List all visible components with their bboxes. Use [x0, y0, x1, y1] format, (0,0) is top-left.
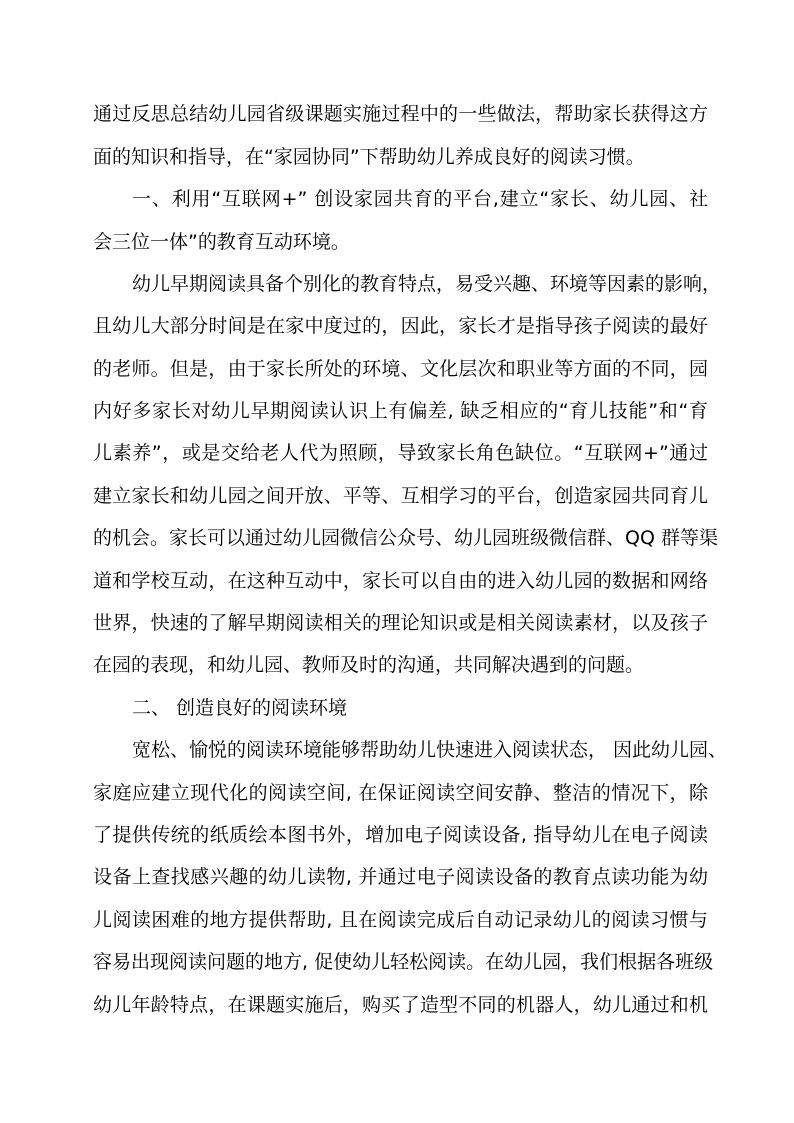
text-line-12: 道和学校互动，在这种互动中，家长可以自由的进入幼儿园的数据和网络	[93, 570, 708, 592]
text-line-20: 儿阅读困难的地方提供帮助, 且在阅读完成后自动记录幼儿的阅读习惯与	[93, 909, 708, 931]
text-line-9: 儿素养”，或是交给老人代为照顾，导致家长角色缺位。“互联网+”通过	[93, 442, 708, 464]
text-line-14: 在园的表现，和幼儿园、教师及时的沟通，共同解决遇到的问题。	[93, 654, 645, 676]
text-line-6: 且幼儿大部分时间是在家中度过的，因此，家长才是指导孩子阅读的最好	[93, 315, 708, 337]
text-line-16: 宽松、愉悦的阅读环境能够帮助幼儿快速进入阅读状态， 因此幼儿园、	[132, 739, 728, 761]
text-line-22: 幼儿年龄特点，在课题实施后，购买了造型不同的机器人，幼儿通过和机	[93, 994, 708, 1016]
text-line-21: 容易出现阅读问题的地方, 促使幼儿轻松阅读。在幼儿园，我们根据各班级	[93, 951, 714, 973]
text-line-5: 幼儿早期阅读具备个别化的教育特点，易受兴趣、环境等因素的影响，	[132, 273, 722, 295]
text-line-1: 通过反思总结幼儿园省级课题实施过程中的一些做法，帮助家长获得这方	[93, 103, 708, 125]
text-line-11: 的机会。家长可以通过幼儿园微信公众号、幼儿园班级微信群、QQ 群等渠	[93, 527, 718, 549]
text-line-19: 设备上查找感兴趣的幼儿读物, 并通过电子阅读设备的教育点读功能为幼	[93, 866, 708, 888]
text-line-13: 世界，快速的了解早期阅读相关的理论知识或是相关阅读素材，以及孩子	[93, 612, 708, 634]
text-line-7: 的老师。但是，由于家长所处的环境、文化层次和职业等方面的不同，园	[93, 358, 708, 380]
section-heading-1-line-2: 会三位一体”的教育互动环境。	[93, 231, 350, 253]
section-heading-2: 二、 创造良好的阅读环境	[132, 697, 348, 719]
text-line-8: 内好多家长对幼儿早期阅读认识上有偏差, 缺乏相应的“育儿技能”和“育	[93, 400, 708, 422]
text-line-17: 家庭应建立现代化的阅读空间, 在保证阅读空间安静、整洁的情况下，除	[93, 782, 708, 804]
text-line-10: 建立家长和幼儿园之间开放、平等、互相学习的平台，创造家园共同育儿	[93, 485, 708, 507]
text-line-18: 了提供传统的纸质绘本图书外，增加电子阅读设备, 指导幼儿在电子阅读	[93, 824, 708, 846]
text-line-2: 面的知识和指导，在“家园协同”下帮助幼儿养成良好的阅读习惯。	[93, 146, 645, 168]
section-heading-1-line-1: 一、利用“互联网+” 创设家园共育的平台,建立“家长、幼儿园、社	[132, 188, 708, 210]
